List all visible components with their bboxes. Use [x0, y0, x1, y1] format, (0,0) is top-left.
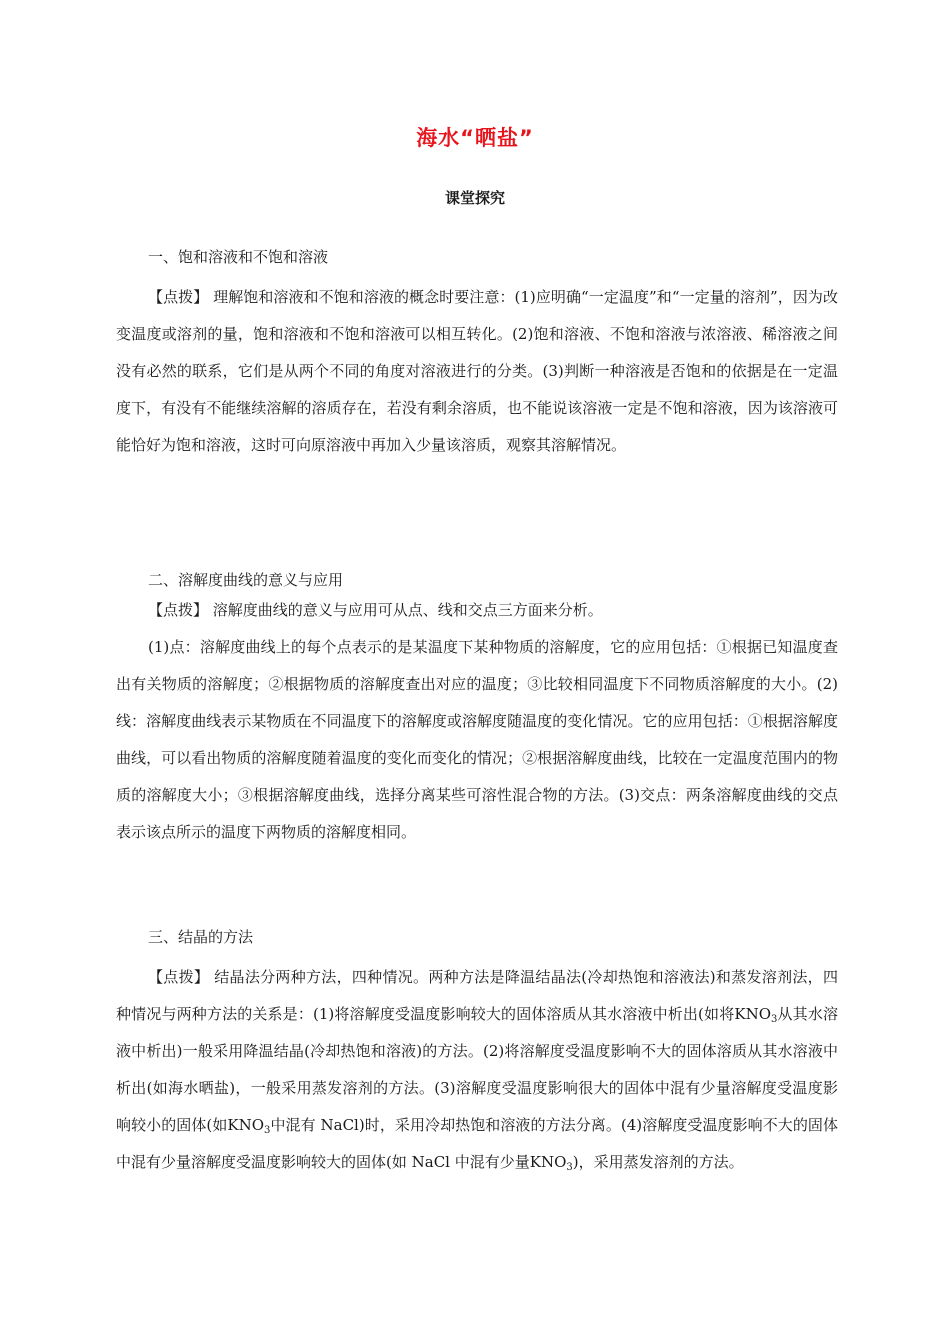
section-heading: 二、溶解度曲线的意义与应用: [148, 571, 344, 589]
section-solubility-curve: [116, 570, 838, 851]
paragraph-text: 从其水溶液中析出)一般采用降温结晶(冷却热饱和溶液)的方法。(2)将溶解度受温度影响不大的固体溶质从其水溶液中析出(如海水晒盐)，一般采用蒸发溶剂的方法。(3)溶解度受温度影响很大的固体中混有少量溶解度受温度影响较小的固体(如: [116, 1005, 838, 1134]
page-title: 海水“晒盐”: [416, 126, 534, 150]
tip-tag: 【点拨】: [148, 968, 210, 986]
tip-tag: 【点拨】: [148, 601, 209, 619]
formula-kno3: $KNO_3$: [529, 1153, 573, 1173]
section-paragraph: [116, 959, 838, 1181]
section-paragraph: [116, 592, 838, 629]
section-saturated-solutions: [116, 247, 838, 464]
section-heading: 一、饱和溶液和不饱和溶液: [148, 248, 329, 266]
section-paragraph: [116, 279, 838, 464]
paragraph-text: 理解饱和溶液和不饱和溶液的概念时要注意：(1)应明确“一定温度”和“一定量的溶剂”，因为改变温度或溶剂的量，饱和溶液和不饱和溶液可以相互转化。(2)饱和溶液、不饱和溶液与浓溶液、稀溶液之间没有必然的联系，它们是从两个不同的角度对溶液进行的分类。(3)判断一种溶液是否饱和的依据是在一定温度下，有没有不能继续溶解的溶质存在，若没有剩余溶质，也不能说该溶液一定是不饱和溶液，因为该溶液可能恰好为饱和溶液，这时可向原溶液中再加入少量该溶质，观察其溶解情况。: [116, 288, 838, 454]
tip-tag: 【点拨】: [148, 288, 209, 306]
paragraph-text: 结晶法分两种方法，四种情况。两种方法是降温结晶法(冷却热饱和溶液法)和蒸发溶剂法，四种情况与两种方法的关系是：(1)将溶解度受温度影响较大的固体溶质从其水溶液中析出(如将: [116, 968, 838, 1023]
paragraph-text: 溶解度曲线的意义与应用可从点、线和交点三方面来分析。: [212, 601, 603, 619]
page-subtitle: 课堂探究: [444, 189, 505, 207]
paragraph-text: )，采用蒸发溶剂的方法。: [572, 1153, 744, 1171]
section-paragraph: [116, 629, 838, 851]
formula-kno3: $KNO_3$: [227, 1116, 271, 1136]
section-crystallization: [116, 927, 838, 1181]
formula-kno3: $KNO_3$: [734, 1005, 778, 1025]
section-heading: 三、结晶的方法: [148, 928, 254, 946]
paragraph-text: 中混有 NaCl)时，采用冷却热饱和溶液的方法分离。(4)溶解度受温度影响不大的固体中混有少量溶解度受温度影响较大的固体(如 NaCl 中混有少量: [116, 1116, 838, 1171]
paragraph-text: (1)点：溶解度曲线上的每个点表示的是某温度下某种物质的溶解度，它的应用包括：①根据已知温度查出有关物质的溶解度；②根据物质的溶解度查出对应的温度；③比较相同温度下不同物质溶解度的大小。(2)线：溶解度曲线表示某物质在不同温度下的溶解度或溶解度随温度的变化情况。它的应用包括：①根据溶解度曲线，可以看出物质的溶解度随着温度的变化而变化的情况；②根据溶解度曲线，比较在一定温度范围内的物质的溶解度大小；③根据溶解度曲线，选择分离某些可溶性混合物的方法。(3)交点：两条溶解度曲线的交点表示该点所示的温度下两物质的溶解度相同。: [116, 638, 838, 841]
